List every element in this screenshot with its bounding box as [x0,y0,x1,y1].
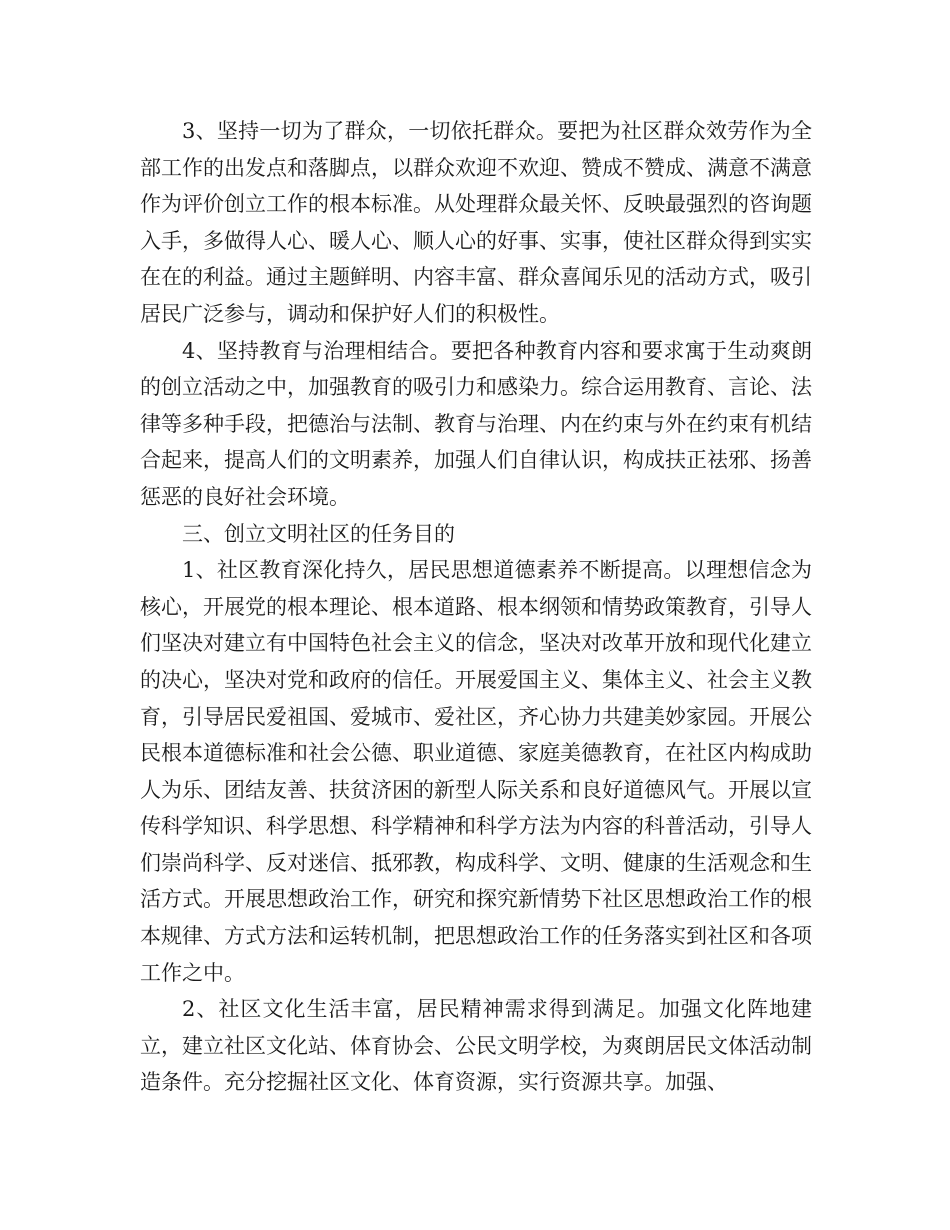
paragraph-goal-2: 2、社区文化生活丰富，居民精神需求得到满足。加强文化阵地建立，建立社区文化站、体育协会、公民文明学校，为爽朗居民文体活动制造条件。充分挖掘社区文化、体育资源，实行资源共享。加强、 [140,997,812,1095]
document-page [140,113,812,1101]
section-heading: 三、创立文明社区的任务目的 [182,521,455,546]
paragraph-principle-4: 4、坚持教育与治理相结合。要把各种教育内容和要求寓于生动爽朗的创立活动之中，加强教育的吸引力和感染力。综合运用教育、言论、法律等多种手段，把德治与法制、教育与治理、内在约束与外在约束有机结合起来，提高人们的文明素养，加强人们自律认识，构成扶正祛邪、扬善惩恶的良好社会环境。 [140,338,812,509]
paragraph-goal-1: 1、社区教育深化持久，居民思想道德素养不断提高。以理想信念为核心，开展党的根本理论、根本道路、根本纲领和情势政策教育，引导人们坚决对建立有中国特色社会主义的信念，坚决对改革开放和现代化建立的决心，坚决对党和政府的信任。开展爱国主义、集体主义、社会主义教育，引导居民爱祖国、爱城市、爱社区，齐心协力共建美妙家园。开展公民根本道德标准和社会公德、职业道德、家庭美德教育，在社区内构成助人为乐、团结友善、扶贫济困的新型人际关系和良好道德风气。开展以宣传科学知识、科学思想、科学精神和科学方法为内容的科普活动，引导人们崇尚科学、反对迷信、抵邪教，构成科学、文明、健康的生活观念和生活方式。开展思想政治工作，研究和探究新情势下社区思想政治工作的根本规律、方式方法和运转机制，把思想政治工作的任务落实到社区和各项工作之中。 [140,558,812,985]
paragraph-principle-3: 3、坚持一切为了群众，一切依托群众。要把为社区群众效劳作为全部工作的出发点和落脚点，以群众欢迎不欢迎、赞成不赞成、满意不满意作为评价创立工作的根本标准。从处理群众最关怀、反映最强烈的咨询题入手，多做得人心、暖人心、顺人心的好事、实事，使社区群众得到实实在在的利益。通过主题鲜明、内容丰富、群众喜闻乐见的活动方式，吸引居民广泛参与，调动和保护好人们的积极性。 [140,119,812,326]
